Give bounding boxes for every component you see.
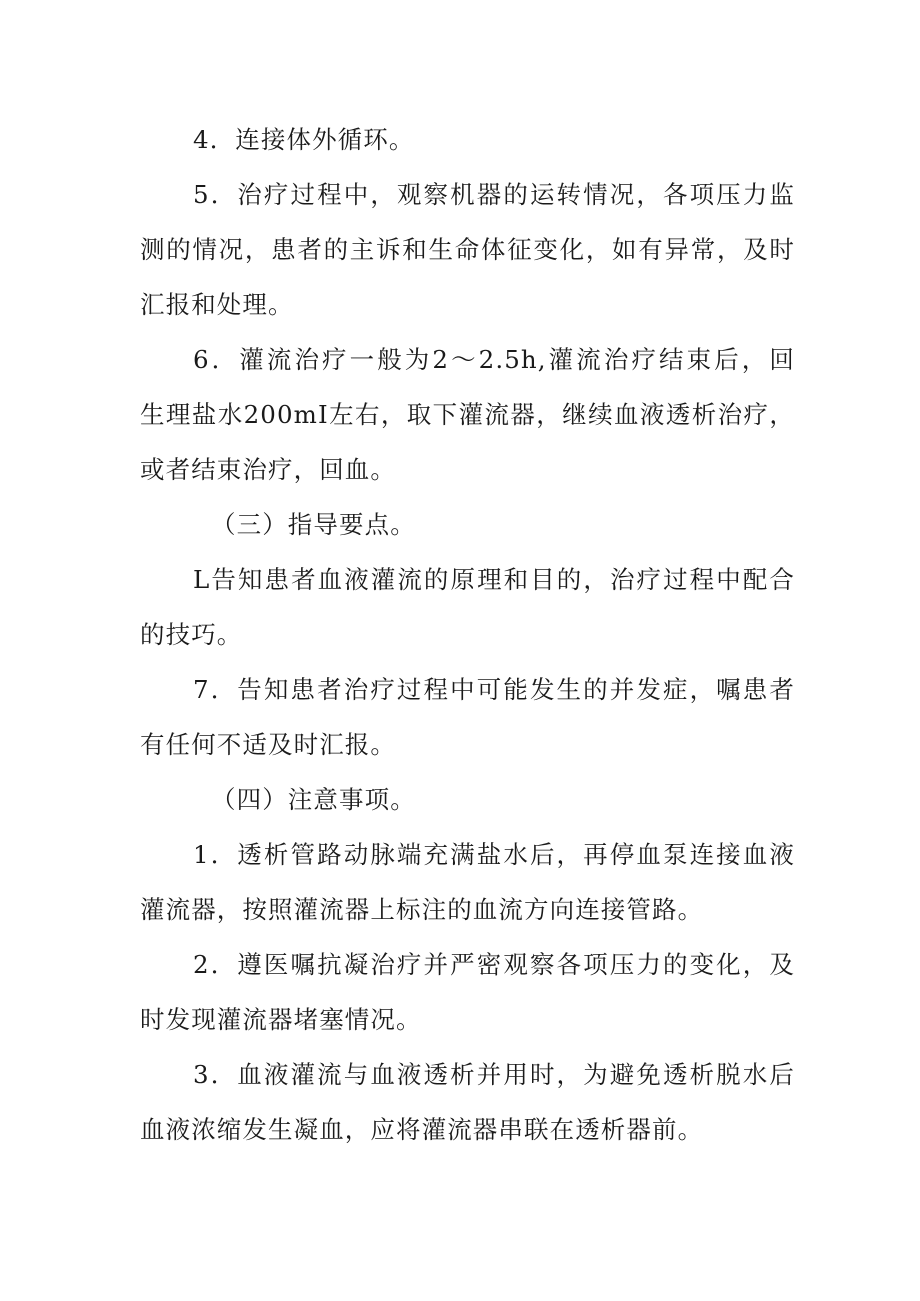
paragraph-precaution-2-line-1: 2．遵医嘱抗凝治疗并严密观察各项压力的变化，及 (193, 950, 795, 979)
paragraph-item-6-line-1: 6．灌流治疗一般为2～2.5h,灌流治疗结束后，回 (193, 345, 795, 374)
paragraph-guidance-7-line-1: 7．告知患者治疗过程中可能发生的并发症，嘱患者 (193, 675, 795, 704)
paragraph-guidance-1-line-2: 的技巧。 (140, 620, 243, 649)
paragraph-precaution-3-line-2: 血液浓缩发生凝血，应将灌流器串联在透析器前。 (140, 1115, 704, 1144)
paragraph-precaution-1-line-2: 灌流器，按照灌流器上标注的血流方向连接管路。 (140, 895, 704, 924)
paragraph-precaution-2-line-2: 时发现灌流器堵塞情况。 (140, 1005, 422, 1034)
paragraph-precaution-3-line-1: 3．血液灌流与血液透析并用时，为避免透析脱水后 (193, 1060, 795, 1089)
section-heading-precautions: （四）注意事项。 (211, 785, 416, 814)
paragraph-item-5-line-2: 测的情况，患者的主诉和生命体征变化，如有异常，及时 (140, 235, 795, 264)
paragraph-item-6-line-3: 或者结束治疗，回血。 (140, 455, 396, 484)
paragraph-item-6-line-2: 生理盐水200mI左右，取下灌流器，继续血液透析治疗， (140, 400, 795, 429)
paragraph-item-5-line-1: 5．治疗过程中，观察机器的运转情况，各项压力监 (193, 180, 795, 209)
paragraph-guidance-1-line-1: L告知患者血液灌流的原理和目的，治疗过程中配合 (193, 565, 795, 594)
paragraph-guidance-7-line-2: 有任何不适及时汇报。 (140, 730, 396, 759)
section-heading-guidance: （三）指导要点。 (211, 510, 416, 539)
paragraph-item-4: 4．连接体外循环。 (193, 125, 415, 154)
paragraph-item-5-line-3: 汇报和处理。 (140, 290, 294, 319)
paragraph-precaution-1-line-1: 1．透析管路动脉端充满盐水后，再停血泵连接血液 (193, 840, 795, 869)
